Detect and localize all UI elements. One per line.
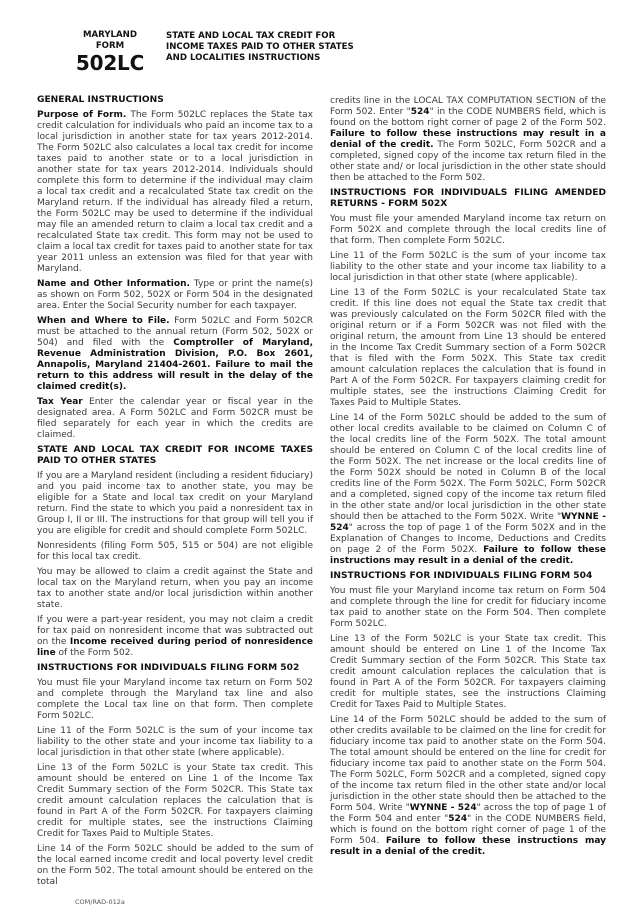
nonresident-paragraph: Nonresidents (filing Form 505, 515 or 504) are not eligible for this local tax credit. bbox=[37, 541, 313, 562]
allowed-credit-paragraph: You may be allowed to claim a credit against the State and local tax on the Maryland return, when you pay an income tax to another state and/or local jurisdiction within another state. bbox=[37, 567, 313, 610]
denial-warning: Failure to follow these instructions may result in a denial of the credit. bbox=[330, 836, 607, 857]
continued-paragraph bbox=[330, 96, 606, 184]
form-504-heading: INSTRUCTIONS FOR INDIVIDUALS FILING FORM 504 bbox=[330, 571, 593, 581]
code-number: 524 bbox=[410, 107, 430, 117]
form-code-footer: COM/RAD-012a bbox=[75, 898, 125, 906]
tax-year-label: Tax Year bbox=[37, 397, 83, 407]
mailing-address: Comptroller of Maryland, Revenue Administration Division, P.O. Box 2601, Annapolis, Maryland 21404-2601. Failure to mail the return to this address will result in the delay of the claimed credit(s). bbox=[37, 338, 313, 392]
purpose-text: The Form 502LC replaces the State tax credit calculation for individuals who paid an income tax to a local jurisdiction in another state for tax years 2012-2014. The Form 502LC also calculates a local tax credit for income taxes paid to another state or to a local jurisdiction in another state for tax years 2012-2014. Individuals should complete this form to determine if the individual may claim a local tax credit and a recalculated State tax credit on the Maryland return. If the individual has already filed a return, the Form 502LC may be used to determine if the individual may file an amended return to claim a local tax credit and a recalculated State tax credit. This form may not be used to claim a local tax credit for taxes paid to another state for tax year 2011 unless an extension was filed for that year with Maryland. bbox=[37, 110, 313, 274]
title-line: AND LOCALITIES INSTRUCTIONS bbox=[166, 53, 321, 63]
name-info-paragraph bbox=[37, 279, 313, 312]
form-504-line14-text: Line 14 of the Form 502LC should be added to the sum of other credits available to be claimed on the line for credit for fiduciary income tax paid to another state on the Form 504. The total amount should be entered on the line for credit for fiduciary income tax paid to another state on the Form 504. The Form 502LC, Form 502CR and a completed, signed copy of the income tax return filed in the other state and/or local jurisdiction in the other state should then be attached to the Form 504. Write " bbox=[330, 715, 606, 813]
form-504-line13-paragraph: Line 13 of the Form 502LC is your State tax credit. This amount should be entered on Line 1 of the Income Tax Credit Summary section of the Form 502CR. This State tax credit amount calculation replaces the calculation that is found in Part A of the Form 502CR. For taxpayers claiming credit for multiple states, see the instructions Claiming Credit for Taxes Paid to Multiple States. bbox=[330, 634, 606, 710]
continued-text-2: " in the CODE NUMBERS field, which is found on the bottom right corner of page 2 of the Form 502. bbox=[330, 107, 606, 128]
form-504-line14-mid: " across the top of page 1 of the Form 504 and enter " bbox=[330, 803, 606, 824]
amended-line14-text: Line 14 of the Form 502LC should be added to the sum of other local credits available to be claimed on Column C of the local credits line of the Form 502X. The total amount should be entered on Column C of the local credits line of the Form 502X. The net increase or the local credits line of the Form 502X should be noted in Column B of the local credits line of the Form 502X. The Form 502LC, Form 502CR and a completed, signed copy of the income tax return filed in the other state and/or local jurisdiction in the other state should then be attached to the Form 502X. Write " bbox=[330, 413, 606, 522]
continued-tail: The Form 502LC, Form 502CR and a completed, signed copy of the income tax return filed in the other state and/ or local jurisdiction in the other state should then be attached to the Form 502. bbox=[330, 140, 606, 183]
name-info-label: Name and Other Information. bbox=[37, 279, 190, 289]
nonresidence-line: Income received during period of nonresidence line bbox=[37, 637, 314, 658]
wynne-code: WYNNE - 524 bbox=[409, 803, 477, 813]
denial-warning: Failure to follow these instructions may result in a denial of the credit. bbox=[330, 545, 606, 566]
amended-paragraph: You must file your amended Maryland income tax return on Form 502X and complete through the local credits line of that form. Then complete Form 502LC. bbox=[330, 214, 606, 246]
amended-line13-paragraph: Line 13 of the Form 502LC is your recalculated State tax credit. If this line does not equal the State tax credit that was previously calculated on the Form 502CR filed with the original return or if a Form 502CR was not filed with the original return, the amount from Line 13 should be entered in the Income Tax Credit Summary section of a Form 502CR that is filed with the Form 502X. This State tax credit amount calculation replaces the calculation that is found in Part A of the Form 502CR. For taxpayers claiming credit for multiple states, see the instructions Claiming Credit for Taxes Paid to Multiple States. bbox=[330, 288, 606, 408]
part-year-paragraph bbox=[37, 615, 313, 659]
when-where-label: When and Where to File. bbox=[37, 316, 170, 326]
tax-year-paragraph bbox=[37, 397, 313, 441]
form-504-line14-paragraph bbox=[330, 715, 606, 858]
form-identifier bbox=[60, 30, 160, 74]
name-info-text: Type or print the name(s) as shown on Form 502, 502X or Form 504 in the designated area. Enter the Social Security number for each taxpayer. bbox=[37, 279, 313, 311]
wynne-code: WYNNE - 524 bbox=[330, 512, 606, 533]
form-502-heading: INSTRUCTIONS FOR INDIVIDUALS FILING FORM 502 bbox=[37, 663, 300, 673]
state-label: MARYLAND bbox=[82, 30, 138, 40]
form-502-line14-paragraph: Line 14 of the Form 502LC should be added to the sum of the local earned income credit and local poverty level credit on the Form 502. The total amount should be entered on the total bbox=[37, 844, 313, 887]
form-504-paragraph: You must file your Maryland income tax return on Form 504 and complete through the line for credit for fiduciary income tax paid to another state on the Form 504. Then complete Form 502LC. bbox=[330, 586, 606, 629]
continued-text: credits line in the LOCAL TAX COMPUTATION SECTION of the Form 502. Enter " bbox=[330, 96, 606, 117]
form-502-paragraph: You must file your Maryland income tax return on Form 502 and complete through the Maryland tax line and also complete the Local tax line on that form. Then complete Form 502LC. bbox=[37, 678, 313, 721]
amended-line14-paragraph bbox=[330, 413, 606, 567]
tax-year-text: Enter the calendar year or fiscal year in the designated area. A Form 502LC and Form 502CR must be filed separately for each year in which the credits are claimed. bbox=[37, 397, 313, 440]
purpose-label: Purpose of Form. bbox=[37, 110, 127, 120]
part-year-text: If you were a part-year resident, you may not claim a credit for tax paid on nonresident income that was subtracted out on the bbox=[37, 615, 313, 647]
when-where-text: Form 502LC and Form 502CR must be attached to the annual return (Form 502, 502X or 504) and filed with the bbox=[37, 316, 313, 348]
title-line: STATE AND LOCAL TAX CREDIT FOR bbox=[166, 31, 336, 41]
denial-warning: Failure to follow these instructions may result in a denial of the credit. bbox=[330, 129, 606, 150]
resident-paragraph: If you are a Maryland resident (including a resident fiduciary) and you paid income tax to another state, you may be eligible for a State and local tax credit on your Maryland return. Find the state to which you paid a nonresident tax in Group I, II or III. The instructions for that group will tell you if you are eligible for credit and should complete Form 502LC. bbox=[37, 471, 313, 536]
form-number: 502LC bbox=[75, 51, 145, 75]
form-502-line11-paragraph: Line 11 of the Form 502LC is the sum of your income tax liability to the other state and your income tax liability to a local jurisdiction in that other state (where applicable). bbox=[37, 726, 313, 758]
form-504-line14-mid-2: " in the CODE NUMBERS field, which is found on the bottom right corner of page 1 of the Form 504. bbox=[330, 814, 606, 846]
amended-line14-mid: " across the top of page 1 of the Form 502X and in the Explanation of Changes to Income, Deductions and Credits on page 2 of the Form 502X. bbox=[330, 523, 606, 555]
document-title bbox=[166, 31, 354, 64]
state-local-credit-heading: STATE AND LOCAL TAX CREDIT FOR INCOME TAXES PAID TO OTHER STATES bbox=[37, 445, 313, 466]
part-year-tail: of the Form 502. bbox=[55, 648, 134, 658]
title-line: INCOME TAXES PAID TO OTHER STATES bbox=[166, 42, 354, 52]
right-column bbox=[330, 96, 606, 862]
general-instructions-heading: GENERAL INSTRUCTIONS bbox=[37, 95, 164, 105]
left-column bbox=[37, 95, 313, 906]
amended-returns-heading: INSTRUCTIONS FOR INDIVIDUALS FILING AMENDED RETURNS - FORM 502X bbox=[330, 188, 606, 209]
code-number: 524 bbox=[448, 814, 468, 824]
when-where-paragraph bbox=[37, 316, 313, 393]
purpose-paragraph bbox=[37, 110, 313, 275]
form-502-line13-paragraph: Line 13 of the Form 502LC is your State tax credit. This amount should be entered on Line 1 of the Income Tax Credit Summary section of the Form 502CR. This State tax credit amount calculation replaces the calculation that is found in Part A of the Form 502CR. For taxpayers claiming credit for multiple states, see the instructions Claiming Credit for Taxes Paid to Multiple States. bbox=[37, 763, 313, 839]
amended-line11-paragraph: Line 11 of the Form 502LC is the sum of your income tax liability to the other state and your income tax liability to a local jurisdiction in that other state (where applicable). bbox=[330, 251, 606, 283]
form-label: FORM bbox=[95, 41, 125, 51]
